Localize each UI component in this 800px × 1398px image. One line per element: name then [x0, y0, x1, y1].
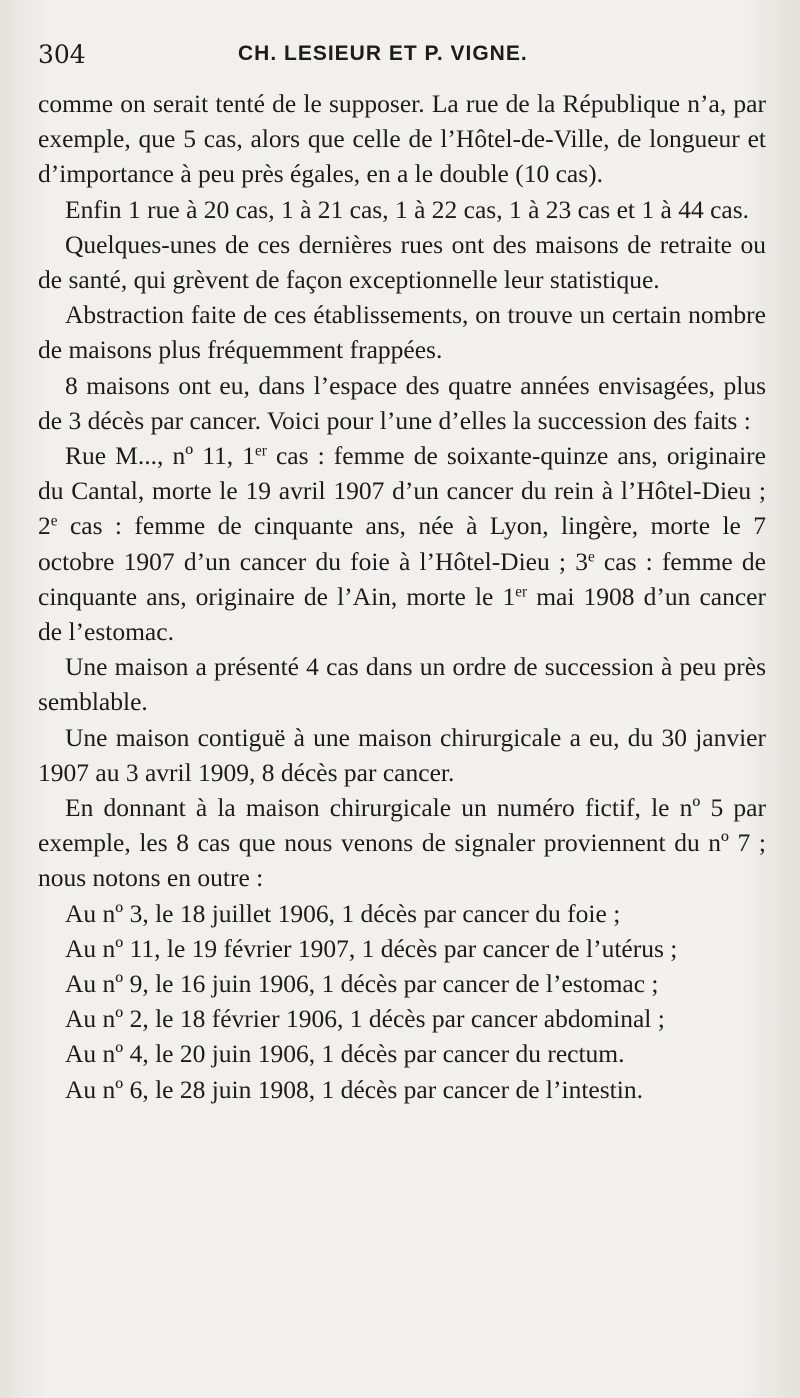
- list-item: Au nº 9, le 16 juin 1906, 1 décès par cancer de l’estomac ;: [65, 969, 659, 999]
- paragraph: Abstraction faite de ces établissements, on trouve un certain nombre de maisons plus fréquemment frappées.: [38, 300, 766, 365]
- list-item: Au nº 6, le 28 juin 1908, 1 décès par cancer de l’intestin.: [65, 1074, 643, 1104]
- ordinal-superscript: er: [254, 442, 267, 460]
- paragraph: En donnant à la maison chirurgicale un numéro fictif, le nº 5 par exemple, les 8 cas que nous venons de signaler proviennent du nº 7 ; nous notons en outre :: [38, 793, 766, 893]
- paragraph: Quelques-unes de ces dernières rues ont des maisons de retraite ou de santé, qui grèvent de façon exceptionnelle leur statistique.: [38, 229, 766, 295]
- paragraph-continuation: comme on serait tenté de le supposer. La rue de la République n’a, par exemple, que 5 cas, alors que celle de l’Hôtel-de-Ville, de longueur et d’importance à peu près égales, en a le double (10 cas).: [38, 89, 766, 189]
- page-header: [38, 36, 766, 80]
- case-text: cas : femme de cinquante ans, originaire de l’Ain, morte le 1: [38, 546, 766, 611]
- case-intro: Rue M..., nº 11, 1: [65, 441, 255, 471]
- ordinal-superscript: er: [515, 583, 528, 601]
- ordinal-superscript: e: [587, 548, 595, 566]
- list-item: Au nº 3, le 18 juillet 1906, 1 décès par cancer du foie ;: [65, 898, 621, 928]
- running-head: CH. LESIEUR ET P. VIGNE.: [238, 42, 528, 65]
- paragraph: 8 maisons ont eu, dans l’espace des quatre années envisagées, plus de 3 décès par cancer. Voici pour l’une d’elles la succession des faits :: [38, 370, 766, 435]
- list-item: Au nº 4, le 20 juin 1906, 1 décès par cancer du rectum.: [65, 1039, 625, 1069]
- case-paragraph: [38, 438, 766, 649]
- paragraph: Une maison a présenté 4 cas dans un ordre de succession à peu près semblable.: [38, 652, 766, 717]
- ordinal-superscript: e: [50, 513, 58, 531]
- page-number: 304: [38, 40, 86, 69]
- paragraph: Une maison contiguë à une maison chirurgicale a eu, du 30 janvier 1907 au 3 avril 1909, 8 décès par cancer.: [38, 722, 766, 787]
- paragraph: Enfin 1 rue à 20 cas, 1 à 21 cas, 1 à 22 cas, 1 à 23 cas et 1 à 44 cas.: [65, 194, 750, 224]
- list-item: Au nº 11, le 19 février 1907, 1 décès par cancer de l’utérus ;: [65, 933, 678, 963]
- case-text: mai 1908 d’un cancer de l’estomac.: [38, 581, 766, 647]
- case-text: cas : femme de cinquante ans, née à Lyon, lingère, morte le 7 octobre 1907 d’un cancer du foie à l’Hôtel-Dieu ; 3: [38, 511, 766, 576]
- case-text: cas : femme de soixante-quinze ans, originaire du Cantal, morte le 19 avril 1907 d’un cancer du rein à l’Hôtel-Dieu ; 2: [38, 441, 766, 541]
- body-text: [38, 86, 766, 1107]
- list-item: Au nº 2, le 18 février 1906, 1 décès par cancer abdominal ;: [65, 1004, 665, 1034]
